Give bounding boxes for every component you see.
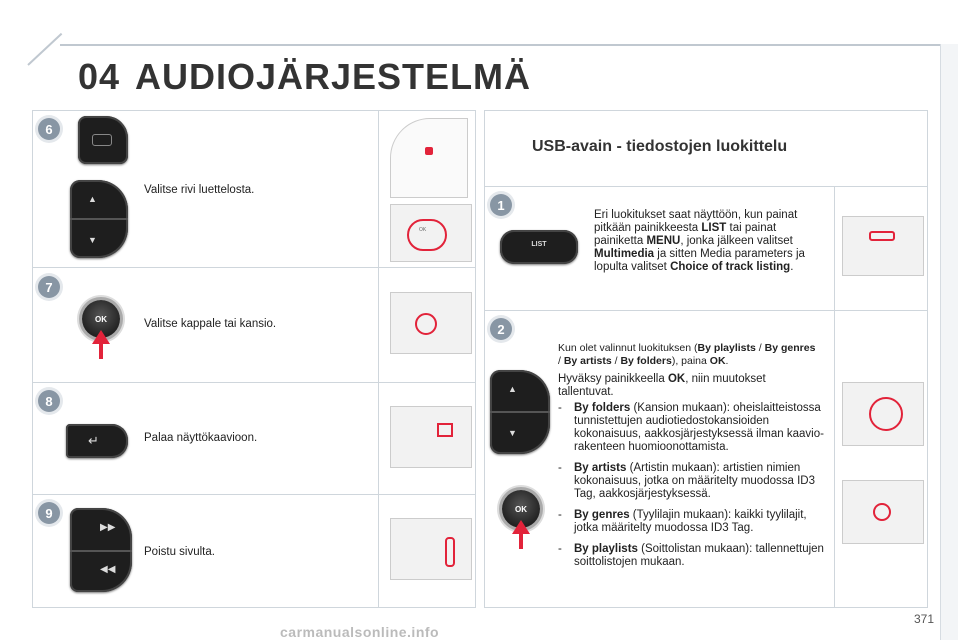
console-illustration-list [842, 216, 924, 276]
side-tab [940, 44, 958, 640]
step-badge-6: 6 [38, 118, 60, 140]
console-illustration-7 [390, 292, 472, 354]
up-down-button-right[interactable]: ▲ ▼ [490, 370, 550, 454]
header-rule [60, 44, 958, 46]
step-6-text: Valitse rivi luettelosta. [144, 184, 255, 196]
press-arrow-stem [519, 533, 523, 549]
up-down-button[interactable]: ▲ ▼ [70, 180, 128, 258]
bullet-folders: - By folders (Kansion mukaan): oheislaitteistossa tunnistettujen audiotiedostokansioiden kokonaisuus, aakkosjärjestyksessä ilman kaaviorakenteen huomioonottamista. [558, 402, 824, 453]
next-track-icon: ▶▶ [100, 522, 116, 533]
prev-track-icon: ◀◀ [100, 564, 116, 575]
console-illustration-updown [842, 382, 924, 446]
press-arrow-icon [92, 330, 110, 344]
left-image-divider [378, 110, 379, 608]
press-arrow-icon [512, 520, 530, 534]
console-illustration-8 [390, 406, 472, 468]
console-illustration-6: OK [390, 204, 472, 262]
step-8-text: Palaa näyttökaavioon. [144, 432, 258, 444]
console-illustration-9 [390, 518, 472, 580]
step-2-intro: Kun olet valinnut luokituksen (By playlists / By genres / By artists / By folders), paina OK. [558, 342, 816, 367]
ok-button[interactable]: OK [82, 300, 120, 338]
chapter-number: 04 [78, 56, 121, 97]
step-badge-2: 2 [490, 318, 512, 340]
press-arrow-stem [99, 343, 103, 359]
steering-button-top[interactable] [78, 116, 128, 164]
step-2-confirm: Hyväksy painikkeella OK, niin muutokset tallentuvat. [558, 373, 766, 398]
left-separator [32, 267, 476, 268]
left-separator [32, 382, 476, 383]
bullet-playlists: - By playlists (Soittolistan mukaan): tallennettujen soittolistojen mukaan. [558, 543, 824, 568]
back-button[interactable] [66, 424, 128, 458]
bullet-artists: - By artists (Artistin mukaan): artistien nimien kokonaisuus, jotka on määritelty muodossa ID3 Tag, aakkosjärjestyksessä. [558, 462, 815, 500]
step-badge-7: 7 [38, 276, 60, 298]
list-button-label: LIST [531, 241, 547, 248]
skip-buttons[interactable] [70, 508, 132, 592]
right-separator [484, 310, 928, 311]
header-corner [27, 33, 62, 66]
back-icon: ↵ [88, 433, 99, 448]
bullet-list [558, 402, 828, 569]
step-1-text: Eri luokitukset saat näyttöön, kun painat pitkään painikkeesta LIST tai painat painiketta MENU, jonka jälkeen valitset Multimedia ja sitten Media parameters ja lopulta valitset Choice of track listing. [594, 209, 805, 273]
step-9-text: Poistu sivulta. [144, 546, 215, 558]
step-badge-1: 1 [490, 194, 512, 216]
right-separator [484, 186, 928, 187]
list-button[interactable] [500, 230, 578, 264]
step-badge-8: 8 [38, 390, 60, 412]
bullet-genres: - By genres (Tyylilajin mukaan): kaikki tyylilajit, jotka määritelty muodossa ID3 Tag. [558, 509, 807, 534]
page-title: AUDIOJÄRJESTELMÄ [135, 56, 532, 97]
step-7-text: Valitse kappale tai kansio. [144, 318, 277, 330]
right-title: USB-avain - tiedostojen luokittelu [532, 138, 788, 155]
right-image-divider [834, 186, 835, 608]
step-badge-9: 9 [38, 502, 60, 524]
page-number: 371 [913, 612, 934, 626]
console-illustration-ok [842, 480, 924, 544]
steering-wheel-illustration [390, 118, 468, 198]
footer-watermark: carmanualsonline.info [280, 624, 440, 640]
left-separator [32, 494, 476, 495]
ok-button-right[interactable]: OK [502, 490, 540, 528]
